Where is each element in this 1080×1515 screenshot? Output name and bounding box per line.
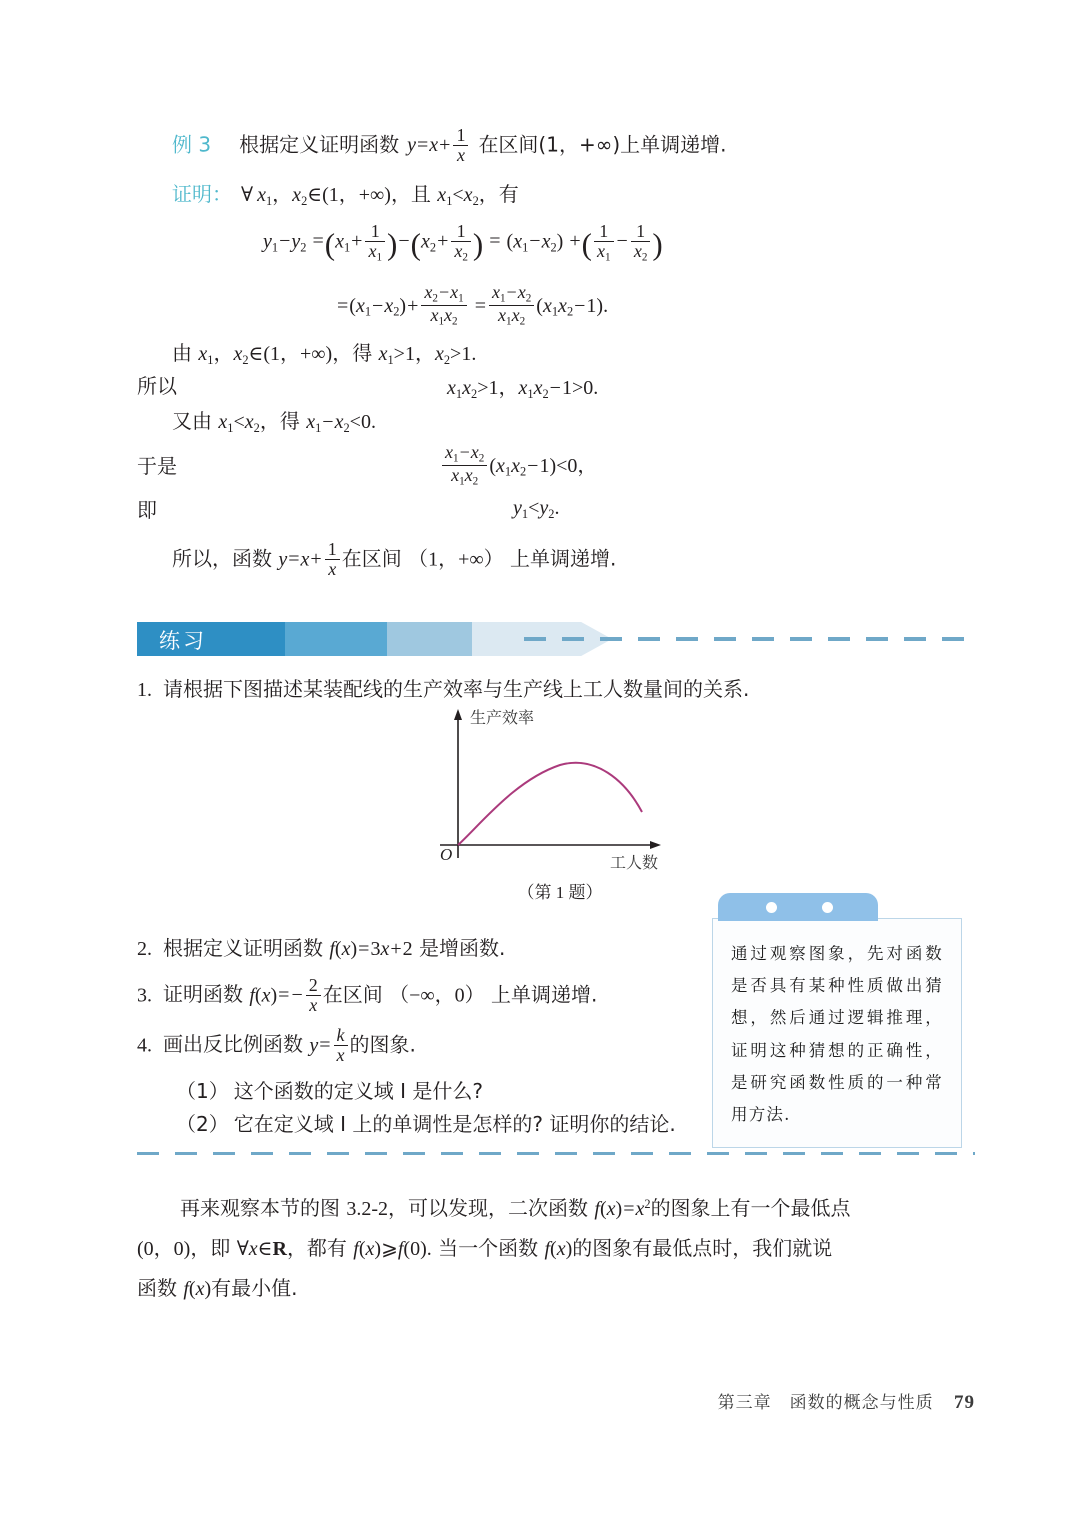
proof-line-ji-label: 即 (137, 498, 157, 522)
margin-note-box (712, 893, 962, 1148)
practice-item-4: 4. 画出反比例函数 y= $\frac{k}{x}$ 的图象. (137, 1025, 416, 1066)
section-divider-dashed (137, 1152, 975, 1155)
proof-label: 证明： (172, 182, 232, 206)
note-hole-left (766, 902, 777, 913)
subitem-1-number: （1） (176, 1079, 229, 1103)
page-footer (718, 1388, 975, 1414)
figure-production-efficiency (420, 700, 700, 910)
item-4-number: 4. (137, 1034, 152, 1057)
y-axis-label: 生产效率 (470, 708, 535, 727)
proof-line-suoyi-math: x1x2>1，x1x2−1>0. (447, 375, 599, 401)
practice-item-2: 2. 根据定义证明函数 f(x)=3x+2 是增函数. (137, 936, 506, 960)
proof-intro-line (172, 178, 962, 212)
practice-banner (137, 622, 975, 656)
equation-2: =(x1−x2)+ $\frac{x2-x1}{x1x2}$ = $\frac{x1-x2}{x1x2}$ (x1x2−1). (337, 282, 609, 328)
footer-page-number: 79 (954, 1392, 975, 1413)
figure-caption: （第 1 题） (517, 883, 603, 902)
item-2-number: 2. (137, 938, 152, 960)
x-axis-label: 工人数 (610, 853, 659, 872)
note-body-text: 通过观察图象，先对函数是否具有某种性质做出猜想，然后通过逻辑推理，证明这种猜想的正确性，是研究函数性质的一种常用方法. (712, 918, 962, 1148)
item-1-number: 1. (137, 679, 152, 701)
footer-chapter: 第三章 函数的概念与性质 (717, 1393, 934, 1413)
subitem-2-text: 它在定义域 I 上的单调性是怎样的? 证明你的结论. (233, 1112, 676, 1136)
proof-line-ji-math: y1<y2. (513, 497, 560, 521)
proof-line-suoyi-label: 所以 (137, 374, 177, 398)
proof-line-youyou: 又由 x1<x2，得 x1−x2<0. (172, 409, 376, 435)
proof-conclusion: 所以，函数 y=x+ $\frac{1}{x}$ 在区间 （1，+∞） 上单调递增. (172, 539, 617, 580)
example-statement-pre: 根据定义证明函数 (239, 132, 400, 157)
origin-label: O (440, 845, 453, 864)
x-axis-arrow (650, 841, 661, 849)
closing-line-3: 函数 f(x)有最小值. (137, 1276, 298, 1300)
note-tab-header (718, 893, 878, 921)
proof-line-you: 由 x1，x2∈(1，+∞)，得 x1>1，x2>1. (172, 341, 477, 367)
efficiency-curve (458, 763, 642, 845)
subitem-2-number: （2） (176, 1112, 229, 1136)
closing-line-2: (0，0)，即 ∀x∈R，都有 f(x)⩾f(0). 当一个函数 f(x)的图象有最低点时，我们就说 (137, 1236, 833, 1260)
practice-subitem-1 (176, 1075, 483, 1109)
equation-1: y1−y2 =(x1+ $\frac{1}{x1}$ )−(x2+ $\frac{1}{x2}$ ) = (x1−x2) +( $\frac{1}{x1}$ − $\frac{1}{x2}$ ) (263, 221, 663, 264)
closing-line-1: 再来观察本节的图 3.2-2，可以发现，二次函数 $f(x)=x^2$的图象上有一个最低点 (180, 1196, 851, 1220)
example-formula: y=x+ $\frac{1}{x}$ (407, 134, 475, 156)
item-3-number: 3. (137, 984, 152, 1007)
y-axis-arrow (454, 709, 462, 720)
practice-subitem-2 (176, 1108, 676, 1142)
figure-svg (420, 700, 700, 875)
proof-line-yushi-label: 于是 (137, 454, 177, 478)
note-hole-right (822, 902, 833, 913)
example-statement-line (172, 126, 962, 165)
example-statement-post: 在区间(1，+∞)上单调递增. (478, 132, 727, 157)
practice-banner-title: 练习 (159, 629, 207, 653)
example-label: 例 3 (172, 132, 212, 157)
practice-item-3: 3. 证明函数 f(x)= − $\frac{2}{x}$ 在区间 （−∞，0） 上单调递增. (137, 975, 598, 1016)
banner-dashed-line (524, 637, 975, 641)
proof-line-yushi-math: $\frac{x1-x2}{x1x2}$ (x1x2−1)<0， (440, 443, 597, 489)
item-1-text: 请根据下图描述某装配线的生产效率与生产线上工人数量间的关系. (163, 677, 750, 701)
proof-intro-math: ∀ x1，x2∈(1，+∞)，且 x1<x2，有 (241, 182, 519, 208)
subitem-1-text: 这个函数的定义域 I 是什么? (233, 1079, 483, 1103)
